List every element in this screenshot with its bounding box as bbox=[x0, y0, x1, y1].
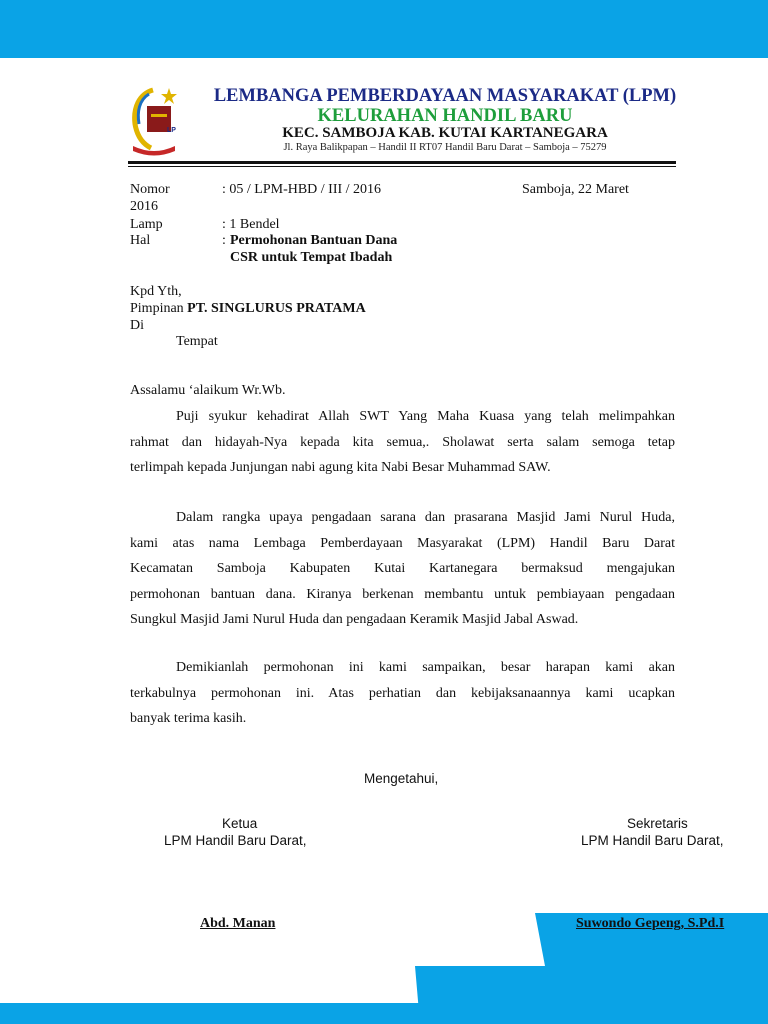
logo-text: LP bbox=[167, 127, 176, 134]
greeting: Assalamu ‘alaikum Wr.Wb. bbox=[130, 383, 286, 398]
ketua-title: Ketua bbox=[222, 816, 258, 831]
logo-star bbox=[161, 88, 177, 104]
paragraph-line: Sungkul Masjid Jami Nurul Huda dan pengadaan Keramik Masjid Jabal Aswad. bbox=[130, 612, 579, 627]
paragraph-line: kami atas nama Lembaga Pemberdayaan Masyarakat (LPM) Handil Baru Darat bbox=[130, 535, 675, 551]
kelurahan-name: KELURAHAN HANDIL BARU bbox=[317, 106, 573, 126]
nomor-value: : 05 / LPM-HBD / III / 2016 bbox=[222, 182, 382, 197]
hal-label: Hal bbox=[130, 233, 151, 248]
header-rule-thin bbox=[128, 166, 676, 167]
lamp-label: Lamp bbox=[130, 217, 163, 232]
letter-year: 2016 bbox=[130, 199, 158, 214]
paragraph-2 bbox=[130, 505, 675, 633]
paragraph-line: terlimpah kepada Junjungan nabi agung kita Nabi Besar Muhammad SAW. bbox=[130, 460, 551, 475]
paragraph-3 bbox=[130, 655, 675, 732]
paragraph-line: Puji syukur kehadirat Allah SWT Yang Maha Kuasa yang telah melimpahkan bbox=[176, 409, 675, 424]
letter-date: Samboja, 22 Maret bbox=[522, 182, 629, 197]
pimpinan-label: Pimpinan bbox=[130, 301, 184, 316]
paragraph-line: permohonan bantuan dana. Kiranya berkenan membantu untuk pembiayaan pengadaan bbox=[130, 586, 675, 602]
hal-value-line1: Permohonan Bantuan Dana bbox=[230, 233, 398, 248]
recipient-pimpinan bbox=[130, 301, 366, 317]
ketua-org: LPM Handil Baru Darat, bbox=[164, 833, 307, 848]
org-name: LEMBANGA PEMBERDAYAAN MASYARAKAT (LPM) bbox=[213, 86, 677, 106]
org-address: Jl. Raya Balikpapan – Handil II RT07 Handil Baru Darat – Samboja – 75279 bbox=[283, 142, 607, 153]
sekretaris-org: LPM Handil Baru Darat, bbox=[581, 833, 724, 848]
nomor-label: Nomor bbox=[130, 182, 170, 197]
mengetahui-label: Mengetahui, bbox=[364, 771, 439, 786]
paragraph-line: rahmat dan hidayah-Nya kepada kita semua,. Sholawat serta salam semoga tetap bbox=[130, 434, 675, 450]
bottom-band bbox=[0, 1003, 678, 1024]
paragraph-line: Demikianlah permohonan ini kami sampaikan, besar harapan kami akan bbox=[176, 660, 675, 675]
paragraph-line: terkabulnya permohonan ini. Atas perhatian dan kebijaksanaannya kami ucapkan bbox=[130, 685, 675, 701]
kecamatan-name: KEC. SAMBOJA KAB. KUTAI KARTANEGARA bbox=[282, 125, 608, 141]
lamp-value: : 1 Bendel bbox=[222, 217, 280, 232]
recipient-di: Di bbox=[130, 318, 144, 333]
hal-colon: : bbox=[222, 233, 226, 248]
recipient-tempat: Tempat bbox=[176, 334, 218, 349]
paragraph-line: banyak terima kasih. bbox=[130, 711, 247, 726]
paragraph-1 bbox=[130, 404, 675, 481]
logo-bar bbox=[151, 114, 167, 117]
paragraph-line: Kecamatan Samboja Kabupaten Kutai Kartanegara bermaksud mengajukan bbox=[130, 561, 675, 576]
recipient-kpd: Kpd Yth, bbox=[130, 284, 182, 299]
paragraph-line: Dalam rangka upaya pengadaan sarana dan prasarana Masjid Jami Nurul Huda, bbox=[176, 510, 675, 525]
sekretaris-name: Suwondo Gepeng, S.Pd.I bbox=[576, 916, 725, 931]
recipient-company: PT. SINGLURUS PRATAMA bbox=[187, 301, 366, 316]
top-decorative-band bbox=[0, 0, 768, 58]
hal-value-line2: CSR untuk Tempat Ibadah bbox=[230, 250, 393, 265]
header-rule-thick bbox=[128, 161, 676, 164]
ketua-name: Abd. Manan bbox=[200, 916, 276, 931]
logo-ribbon bbox=[133, 146, 175, 156]
sekretaris-title: Sekretaris bbox=[627, 816, 688, 831]
lpm-logo bbox=[129, 84, 179, 156]
